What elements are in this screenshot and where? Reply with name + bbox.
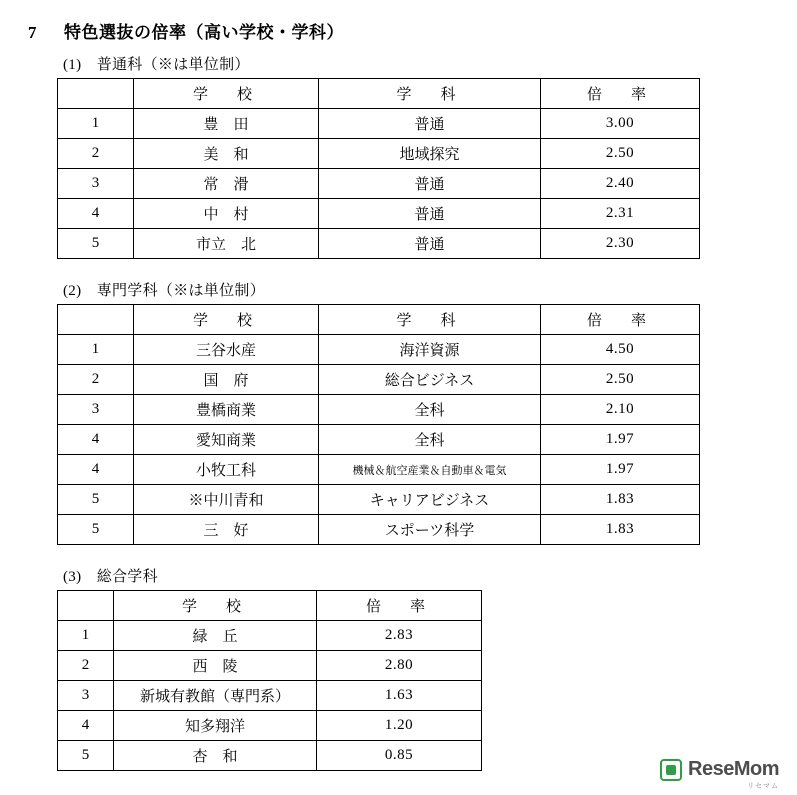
table-row <box>58 621 482 651</box>
table-row <box>58 681 482 711</box>
cell-school: 三 好 <box>134 515 319 545</box>
cell-ratio: 2.31 <box>541 199 700 229</box>
cell-dept: 地域探究 <box>319 139 541 169</box>
cell-dept: 機械＆航空産業＆自動車＆電気 <box>319 455 541 485</box>
col-header-school: 学 校 <box>114 591 317 621</box>
cell-ratio: 2.83 <box>317 621 482 651</box>
cell-rank: 3 <box>58 169 134 199</box>
cell-dept: 普通 <box>319 109 541 139</box>
page-title <box>28 18 797 43</box>
cell-rank: 3 <box>58 395 134 425</box>
col-header-rank <box>58 591 114 621</box>
cell-ratio: 2.80 <box>317 651 482 681</box>
table-row <box>58 425 700 455</box>
cell-school: 美 和 <box>134 139 319 169</box>
cell-dept: 全科 <box>319 395 541 425</box>
table-row <box>58 651 482 681</box>
cell-ratio: 1.83 <box>541 515 700 545</box>
cell-rank: 3 <box>58 681 114 711</box>
table-row <box>58 711 482 741</box>
col-header-ratio: 倍 率 <box>317 591 482 621</box>
cell-rank: 2 <box>58 651 114 681</box>
cell-rank: 4 <box>58 199 134 229</box>
col-header-dept: 学 科 <box>319 79 541 109</box>
cell-rank: 2 <box>58 365 134 395</box>
table-row <box>58 169 700 199</box>
table-normal-course <box>57 78 700 259</box>
col-header-rank <box>58 305 134 335</box>
col-header-ratio: 倍 率 <box>541 79 700 109</box>
table-row <box>58 395 700 425</box>
table-row <box>58 109 700 139</box>
cell-dept: スポーツ科学 <box>319 515 541 545</box>
cell-school: 西 陵 <box>114 651 317 681</box>
table-row <box>58 741 482 771</box>
subsection-normal-course <box>57 53 797 259</box>
cell-school: 常 滑 <box>134 169 319 199</box>
cell-ratio: 3.00 <box>541 109 700 139</box>
cell-ratio: 0.85 <box>317 741 482 771</box>
cell-school: 三谷水産 <box>134 335 319 365</box>
cell-ratio: 1.97 <box>541 425 700 455</box>
table-row <box>58 199 700 229</box>
cell-rank: 4 <box>58 425 134 455</box>
site-logo <box>660 758 779 781</box>
cell-school: ※中川青和 <box>134 485 319 515</box>
cell-school: 愛知商業 <box>134 425 319 455</box>
table-row <box>58 485 700 515</box>
subsection-1-label: (1) 普通科（※は単位制） <box>63 57 250 73</box>
table-row <box>58 515 700 545</box>
logo-mark-icon <box>660 759 682 781</box>
cell-ratio: 1.83 <box>541 485 700 515</box>
cell-school: 中 村 <box>134 199 319 229</box>
cell-rank: 5 <box>58 485 134 515</box>
table-specialized-course <box>57 304 700 545</box>
table-integrated-course <box>57 590 482 771</box>
cell-school: 小牧工科 <box>134 455 319 485</box>
cell-ratio: 1.20 <box>317 711 482 741</box>
cell-ratio: 2.30 <box>541 229 700 259</box>
table-row <box>58 229 700 259</box>
cell-school: 市立 北 <box>134 229 319 259</box>
cell-ratio: 2.10 <box>541 395 700 425</box>
cell-dept: 普通 <box>319 199 541 229</box>
cell-rank: 4 <box>58 455 134 485</box>
col-header-school: 学 校 <box>134 79 319 109</box>
table-row <box>58 139 700 169</box>
cell-dept: 普通 <box>319 229 541 259</box>
cell-school: 杏 和 <box>114 741 317 771</box>
cell-school: 豊橋商業 <box>134 395 319 425</box>
cell-ratio: 2.40 <box>541 169 700 199</box>
cell-school: 豊 田 <box>134 109 319 139</box>
cell-school: 国 府 <box>134 365 319 395</box>
cell-school: 知多翔洋 <box>114 711 317 741</box>
table-row <box>58 455 700 485</box>
table-row <box>58 365 700 395</box>
cell-rank: 4 <box>58 711 114 741</box>
cell-dept: 総合ビジネス <box>319 365 541 395</box>
cell-ratio: 2.50 <box>541 365 700 395</box>
logo-subtext: リセマム <box>747 783 779 790</box>
cell-ratio: 4.50 <box>541 335 700 365</box>
cell-rank: 1 <box>58 621 114 651</box>
cell-rank: 5 <box>58 229 134 259</box>
cell-school: 新城有教館（専門系） <box>114 681 317 711</box>
table-header-row <box>58 305 700 335</box>
cell-dept: 海洋資源 <box>319 335 541 365</box>
subsection-integrated-course <box>57 565 797 771</box>
cell-rank: 2 <box>58 139 134 169</box>
col-header-dept: 学 科 <box>319 305 541 335</box>
subsection-3-label: (3) 総合学科 <box>63 569 158 585</box>
cell-dept: 普通 <box>319 169 541 199</box>
cell-rank: 1 <box>58 109 134 139</box>
cell-school: 緑 丘 <box>114 621 317 651</box>
cell-rank: 5 <box>58 515 134 545</box>
cell-ratio: 1.63 <box>317 681 482 711</box>
col-header-school: 学 校 <box>134 305 319 335</box>
cell-ratio: 1.97 <box>541 455 700 485</box>
cell-rank: 5 <box>58 741 114 771</box>
section-number: 7 <box>28 23 37 42</box>
col-header-rank <box>58 79 134 109</box>
cell-rank: 1 <box>58 335 134 365</box>
col-header-ratio: 倍 率 <box>541 305 700 335</box>
section-title-text: 特色選抜の倍率（高い学校・学科） <box>64 23 344 42</box>
cell-dept: 全科 <box>319 425 541 455</box>
table-row <box>58 335 700 365</box>
subsection-specialized-course <box>57 279 797 545</box>
table-header-row <box>58 79 700 109</box>
logo-text: ReseMom <box>688 758 779 780</box>
cell-ratio: 2.50 <box>541 139 700 169</box>
cell-dept: キャリアビジネス <box>319 485 541 515</box>
table-header-row <box>58 591 482 621</box>
subsection-2-label: (2) 専門学科（※は単位制） <box>63 283 265 299</box>
